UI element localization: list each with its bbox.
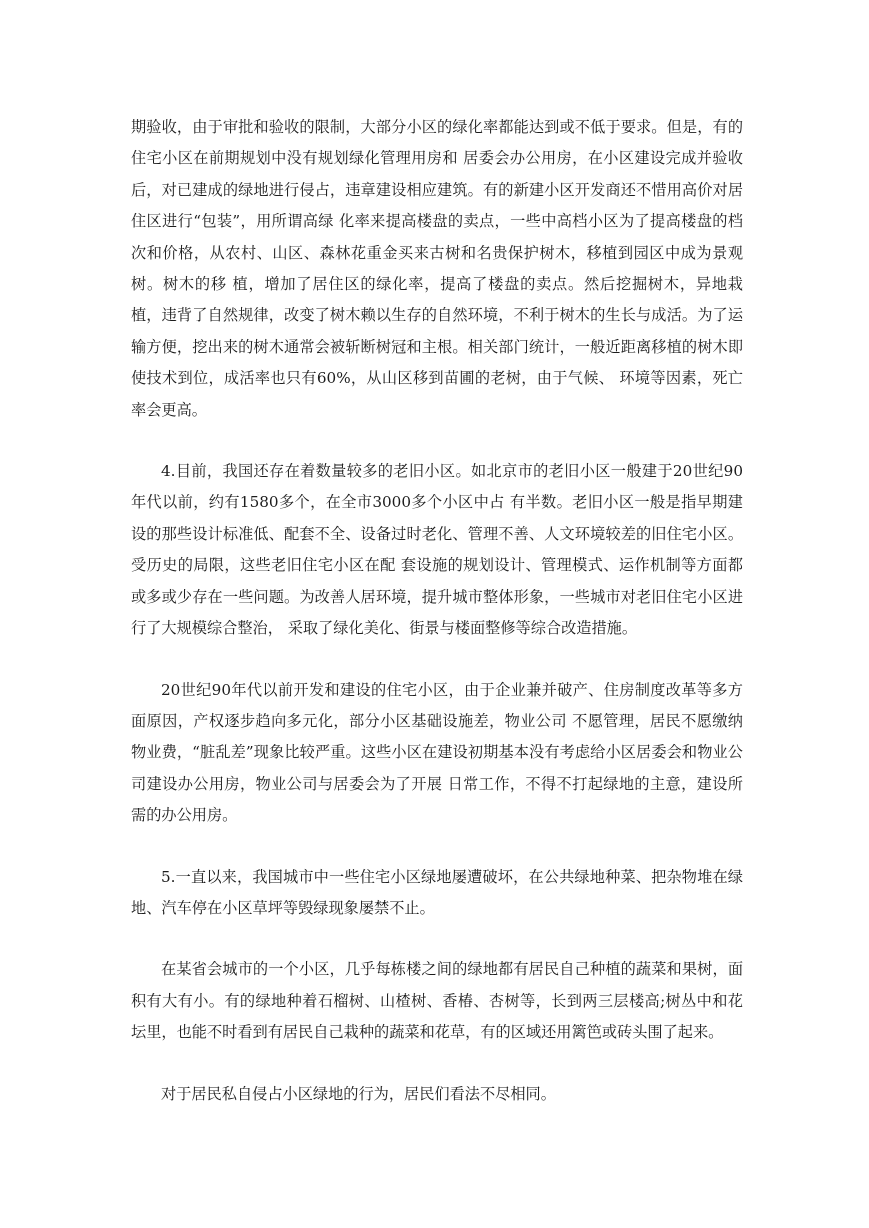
paragraph-green-space-damage: 5.一直以来，我国城市中一些住宅小区绿地屡遭破坏，在公共绿地种菜、把杂物堆在绿地、汽车停在小区草坪等毁绿现象屡禁不止。 [131, 867, 743, 917]
document-body [131, 112, 743, 1140]
paragraph-old-communities: 4.目前，我国还存在着数量较多的老旧小区。如北京市的老旧小区一般建于20世纪90年代以前，约有1580多个，在全市3000多个小区中占 有半数。老旧小区一般是指早期建设的那些设计标准低、配套不全、设备过时老化、管理不善、人文环境较差的旧住宅小区。受历史的局限，这些老旧住宅小区在配 套设施的规划设计、管理模式、运作机制等方面都或多或少存在一些问题。为改善人居环境，提升城市整体形象，一些城市对老旧住宅小区进行了大规模综合整治， 采取了绿化美化、街景与楼面整修等综合改造措施。 [131, 462, 743, 638]
paragraph-provincial-city-example: 在某省会城市的一个小区，几乎每栋楼之间的绿地都有居民自己种植的蔬菜和果树，面积有大有小。有的绿地种着石榴树、山楂树、香椿、杏树等，长到两三层楼高;树丛中和花坛里，也能不时看到有居民自己栽种的蔬菜和花草，有的区域还用篱笆或砖头围了起来。 [131, 960, 743, 1042]
paragraph-green-rate-violations: 期验收，由于审批和验收的限制，大部分小区的绿化率都能达到或不低于要求。但是，有的住宅小区在前期规划中没有规划绿化管理用房和 居委会办公用房，在小区建设完成并验收后，对已建成的绿地进行侵占，违章建设相应建筑。有的新建小区开发商还不惜用高价对居住区进行“包装”，用所谓高绿 化率来提高楼盘的卖点，一些中高档小区为了提高楼盘的档次和价格，从农村、山区、森林花重金买来古树和名贵保护树木，移植到园区中成为景观树。树木的移 植，增加了居住区的绿化率，提高了楼盘的卖点。然后挖掘树木，异地栽植，违背了自然规律，改变了树木赖以生存的自然环境，不利于树木的生长与成活。为了运 输方便，挖出来的树木通常会被斩断树冠和主根。相关部门统计，一般近距离移植的树木即使技术到位，成活率也只有60%，从山区移到苗圃的老树，由于气候、 环境等因素，死亡率会更高。 [131, 118, 743, 419]
paragraph-pre-1990s-communities: 20世纪90年代以前开发和建设的住宅小区，由于企业兼并破产、住房制度改革等多方面原因，产权逐步趋向多元化，部分小区基础设施差，物业公司 不愿管理，居民不愿缴纳物业费，“脏乱差”现象比较严重。这些小区在建设初期基本没有考虑给小区居委会和物业公司建设办公用房，物业公司与居委会为了开展 日常工作，不得不打起绿地的主意，建设所需的办公用房。 [131, 680, 743, 825]
paragraph-resident-opinions: 对于居民私自侵占小区绿地的行为，居民们看法不尽相同。 [161, 1084, 556, 1103]
